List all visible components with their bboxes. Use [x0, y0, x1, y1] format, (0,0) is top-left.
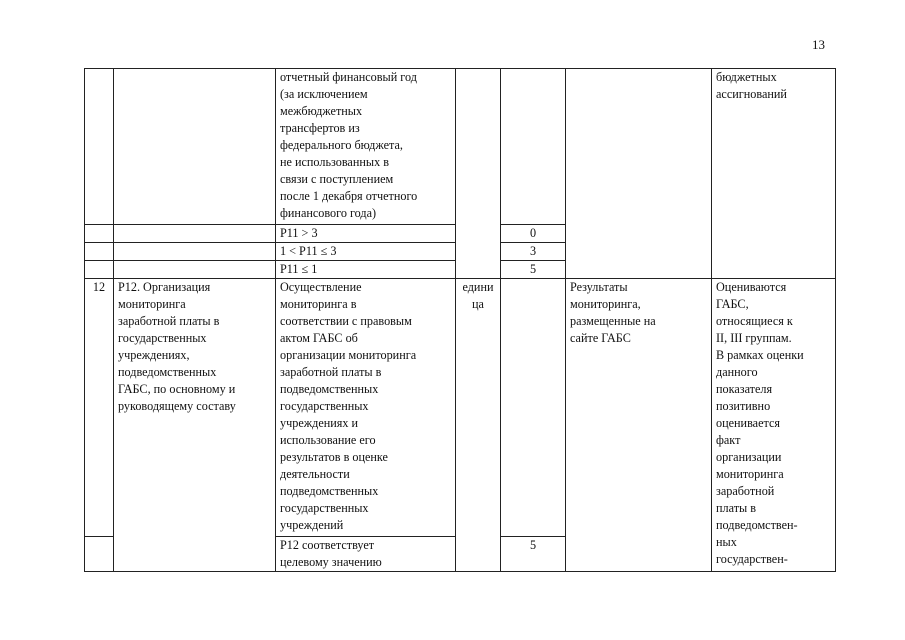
- comment-cell: бюджетных ассигнований: [712, 69, 836, 279]
- score-condition-cell: P12 соответствует целевому значению: [276, 537, 456, 572]
- criterion-cell: Осуществление мониторинга в соответствии с правовым актом ГАБС об организации мониторинга заработной платы в подведомственных государственных учреждениях и использование его результатов в оценке деятельности подведомственных государственных учреждений: [276, 279, 456, 537]
- indicator-cell: [114, 261, 276, 279]
- number-cell: [85, 69, 114, 225]
- row-number-cell: [85, 537, 114, 572]
- score-condition-cell: P11 > 3: [276, 225, 456, 243]
- score-condition-cell: P11 ≤ 1: [276, 261, 456, 279]
- indicator-cell: [114, 69, 276, 225]
- indicator-name-cell: P12. Организация мониторинга заработной платы в государственных учреждениях, подведомственных ГАБС, по основному и руководящему составу: [114, 279, 276, 572]
- criterion-cell: отчетный финансовый год (за исключением межбюджетных трансфертов из федерального бюджета, не использованных в связи с поступлением после 1 декабря отчетного финансового года): [276, 69, 456, 225]
- score-value-cell: 5: [501, 537, 566, 572]
- comment-cell: Оцениваются ГАБС, относящиеся к II, III группам. В рамках оценки данного показателя позитивно оценивается факт организации мониторинга заработной платы в подведомствен- ных государствен-: [712, 279, 836, 572]
- number-cell: [85, 261, 114, 279]
- score-condition-cell: 1 < P11 ≤ 3: [276, 243, 456, 261]
- score-value-cell: 5: [501, 261, 566, 279]
- number-cell: [85, 225, 114, 243]
- page-number: 13: [812, 37, 825, 52]
- unit-cell: едини ца: [456, 279, 501, 572]
- source-cell: [566, 69, 712, 279]
- row-number-cell: 12: [85, 279, 114, 537]
- number-cell: [85, 243, 114, 261]
- indicator-table: [84, 68, 836, 572]
- source-cell: Результаты мониторинга, размещенные на сайте ГАБС: [566, 279, 712, 572]
- score-value-cell: 0: [501, 225, 566, 243]
- score-cell: [501, 69, 566, 225]
- score-value-cell: 3: [501, 243, 566, 261]
- unit-cell: [456, 69, 501, 279]
- score-cell: [501, 279, 566, 537]
- table-row: [85, 279, 836, 537]
- indicator-cell: [114, 225, 276, 243]
- table-row: [85, 69, 836, 225]
- indicator-cell: [114, 243, 276, 261]
